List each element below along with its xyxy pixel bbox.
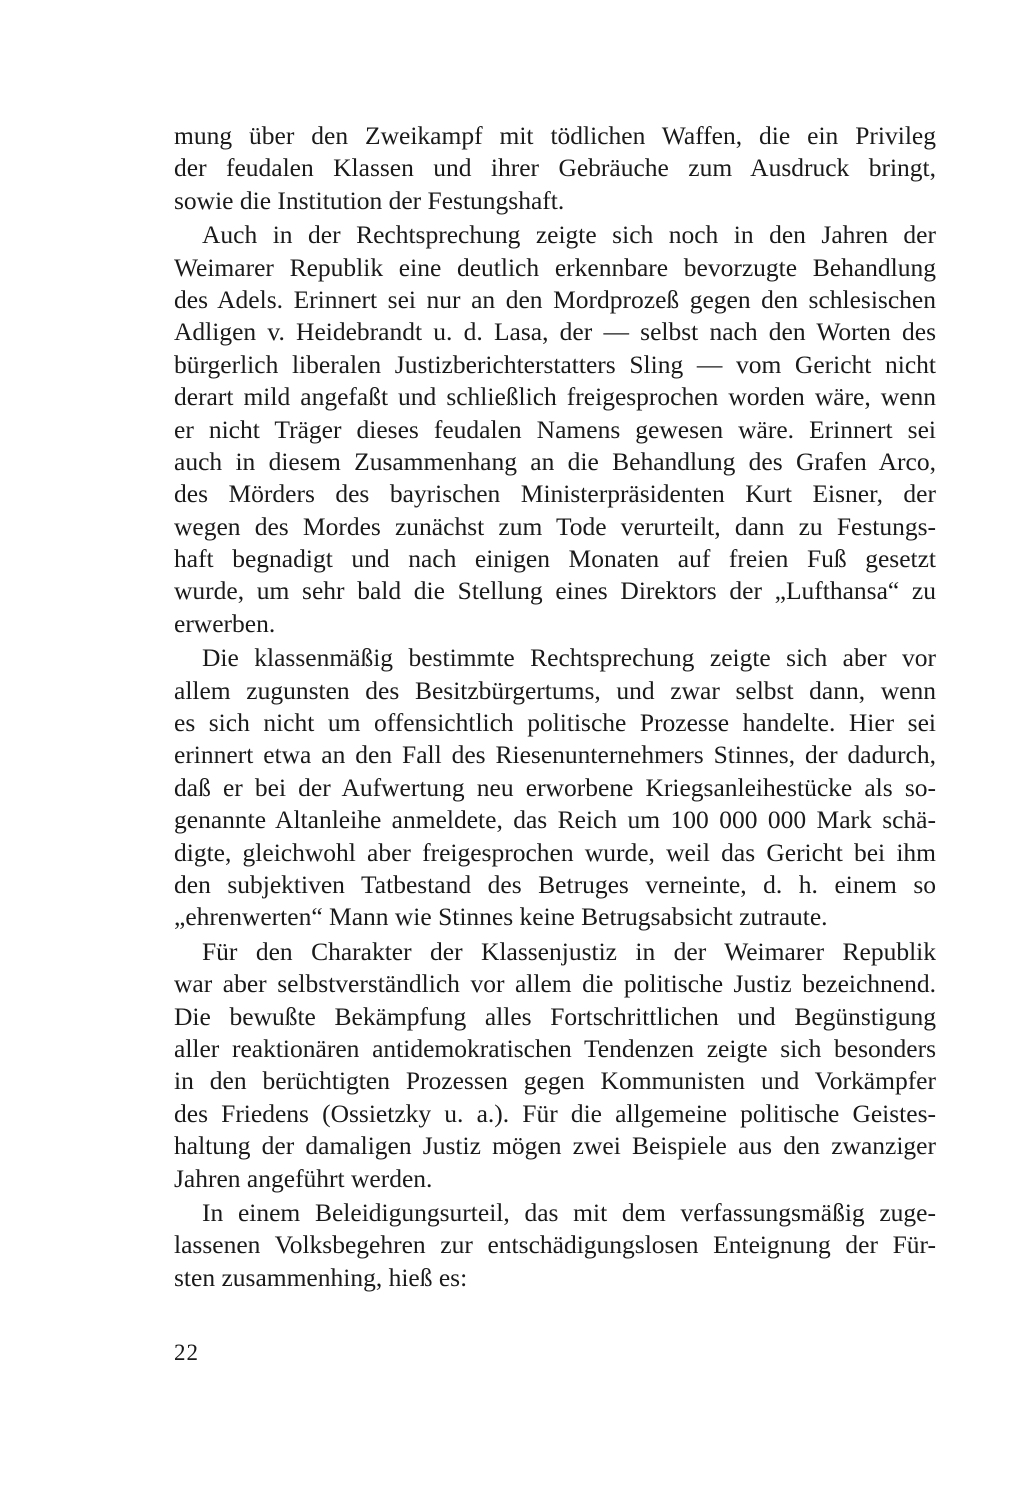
text-line: sowie die Institution der Festungshaft.: [174, 185, 565, 215]
text-line: Die bewußte Bekämpfung alles Fortschrittlichen und Begünstigung: [174, 1001, 936, 1031]
text-line: sten zusammenhing, hieß es:: [174, 1262, 468, 1292]
text-line: In einem Beleidigungsurteil, das mit dem verfassungsmäßig zuge-: [202, 1197, 936, 1227]
text-line: erinnert etwa an den Fall des Riesenunternehmers Stinnes, der dadurch,: [174, 740, 936, 770]
text-line: mung über den Zweikampf mit tödlichen Waffen, die ein Privileg: [174, 121, 936, 150]
page-number: 22: [174, 1340, 199, 1365]
text-line: war aber selbstverständlich vor allem die politische Justiz bezeichnend.: [174, 969, 936, 999]
text-line: allem zugunsten des Besitzbürgertums, und zwar selbst dann, wenn: [174, 675, 936, 705]
text-line: des Friedens (Ossietzky u. a.). Für die allgemeine politische Geistes-: [174, 1098, 936, 1128]
text-line: haft begnadigt und nach einigen Monaten auf freien Fuß gesetzt: [174, 544, 936, 574]
text-line: lassenen Volksbegehren zur entschädigungslosen Enteignung der Für-: [174, 1230, 936, 1260]
text-line: Jahren angeführt werden.: [174, 1163, 433, 1193]
text-line: Weimarer Republik eine deutlich erkennbare bevorzugte Behandlung: [174, 252, 936, 282]
text-line: haltung der damaligen Justiz mögen zwei Beispiele aus den zwanziger: [174, 1131, 936, 1161]
text-line: Auch in der Rechtsprechung zeigte sich noch in den Jahren der: [202, 220, 936, 250]
paragraph-1: [174, 120, 936, 217]
text-line: es sich nicht um offensichtlich politische Prozesse handelte. Hier sei: [174, 708, 936, 738]
text-line: Für den Charakter der Klassenjustiz in der Weimarer Republik: [202, 936, 936, 966]
text-line: erwerben.: [174, 608, 276, 638]
text-line: der feudalen Klassen und ihrer Gebräuche zum Ausdruck bringt,: [174, 153, 936, 183]
text-line: daß er bei der Aufwertung neu erworbene Kriegsanleihestücke als so-: [174, 772, 936, 802]
text-line: auch in diesem Zusammenhang an die Behandlung des Grafen Arco,: [174, 446, 936, 476]
text-line: „ehrenwerten“ Mann wie Stinnes keine Betrugsabsicht zutraute.: [174, 902, 828, 932]
text-line: digte, gleichwohl aber freigesprochen wurde, weil das Gericht bei ihm: [174, 837, 936, 867]
text-line: aller reaktionären antidemokratischen Tendenzen zeigte sich besonders: [174, 1033, 936, 1063]
paragraph-3: [174, 642, 936, 934]
paragraph-5: [174, 1197, 936, 1294]
paragraph-4: [174, 936, 936, 1195]
text-line: er nicht Träger dieses feudalen Namens gewesen wäre. Erinnert sei: [174, 414, 936, 444]
text-line: wegen des Mordes zunächst zum Tode verurteilt, dann zu Festungs-: [174, 511, 936, 541]
text-line: den subjektiven Tatbestand des Betruges verneinte, d. h. einem so: [174, 869, 936, 899]
text-line: Adligen v. Heidebrandt u. d. Lasa, der — selbst nach den Worten des: [174, 317, 936, 347]
text-line: des Adels. Erinnert sei nur an den Mordprozeß gegen den schlesischen: [174, 284, 936, 314]
text-line: bürgerlich liberalen Justizberichterstatters Sling — vom Gericht nicht: [174, 349, 936, 379]
text-line: derart mild angefaßt und schließlich freigesprochen worden wäre, wenn: [174, 382, 936, 412]
text-line: Die klassenmäßig bestimmte Rechtsprechung zeigte sich aber vor: [202, 643, 936, 673]
paragraph-2: [174, 219, 936, 640]
text-line: genannte Altanleihe anmeldete, das Reich um 100 000 000 Mark schä-: [174, 805, 936, 835]
text-line: in den berüchtigten Prozessen gegen Kommunisten und Vorkämpfer: [174, 1066, 936, 1096]
text-line: wurde, um sehr bald die Stellung eines Direktors der „Lufthansa“ zu: [174, 576, 936, 606]
text-line: des Mörders des bayrischen Ministerpräsidenten Kurt Eisner, der: [174, 479, 936, 509]
body-text: [174, 120, 936, 1294]
